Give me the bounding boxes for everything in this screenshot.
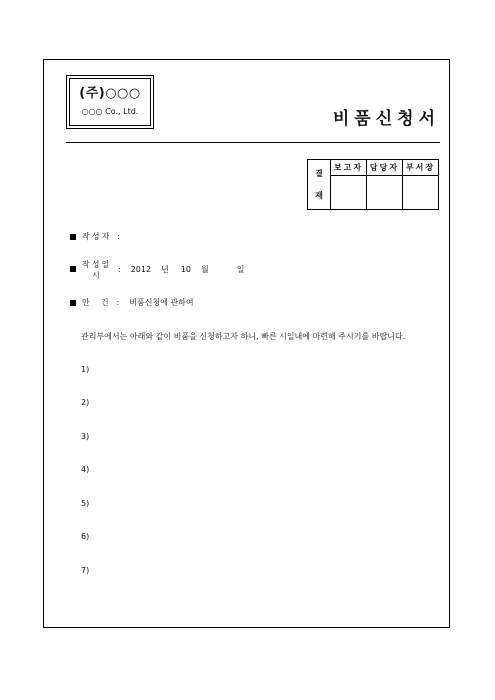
approval-header-reporter: 보고자 bbox=[331, 160, 367, 176]
approval-header-manager: 담당자 bbox=[367, 160, 403, 176]
company-logo-box bbox=[66, 75, 154, 129]
header-divider bbox=[66, 142, 440, 143]
day-unit: 일 bbox=[236, 264, 245, 274]
date-colon: : bbox=[118, 264, 121, 274]
subject-row bbox=[70, 297, 194, 308]
signature-cell-department-head[interactable] bbox=[403, 176, 439, 210]
document-page bbox=[43, 59, 450, 628]
approval-label-char: 결 bbox=[315, 168, 323, 178]
month-unit: 월 bbox=[200, 264, 209, 274]
subject-value[interactable]: 비품신청에 관하여 bbox=[129, 298, 194, 307]
list-item: 3) bbox=[81, 432, 90, 441]
subject-label: 안 건 bbox=[82, 298, 111, 307]
date-label bbox=[82, 259, 112, 279]
square-bullet-icon bbox=[70, 300, 76, 306]
company-english-name: ○○○ Co., Ltd. bbox=[81, 107, 139, 116]
date-row bbox=[70, 259, 244, 279]
date-label-top: 작성일 bbox=[82, 260, 112, 269]
square-bullet-icon bbox=[70, 266, 76, 272]
intro-text: 관리부에서는 아래와 같이 비품을 신청하고자 하니, 빠른 시일내에 마련해 주시기를 바랍니다. bbox=[81, 332, 406, 341]
signature-cell-reporter[interactable] bbox=[331, 176, 367, 210]
year-value[interactable]: 2012 bbox=[130, 264, 152, 274]
subject-colon: : bbox=[116, 298, 120, 307]
approval-header-department-head: 부서장 bbox=[403, 160, 439, 176]
list-item: 4) bbox=[81, 465, 90, 474]
month-value[interactable]: 10 bbox=[180, 264, 191, 274]
list-item: 7) bbox=[81, 566, 90, 575]
writer-colon: : bbox=[117, 232, 120, 241]
list-item: 5) bbox=[81, 499, 90, 508]
approval-label-char: 재 bbox=[315, 190, 323, 200]
company-name: (주)○○○ bbox=[79, 86, 141, 101]
approval-label bbox=[308, 160, 331, 210]
document-title: 비품신청서 bbox=[332, 109, 440, 129]
list-item: 6) bbox=[81, 532, 90, 541]
list-item: 2) bbox=[81, 398, 90, 407]
square-bullet-icon bbox=[70, 234, 76, 240]
year-unit: 년 bbox=[161, 264, 169, 274]
writer-label: 작성자 bbox=[82, 232, 112, 241]
signature-cell-manager[interactable] bbox=[367, 176, 403, 210]
approval-table bbox=[307, 159, 439, 210]
writer-row bbox=[70, 231, 130, 242]
date-label-bottom: 시 bbox=[92, 271, 102, 280]
list-item: 1) bbox=[81, 365, 90, 374]
